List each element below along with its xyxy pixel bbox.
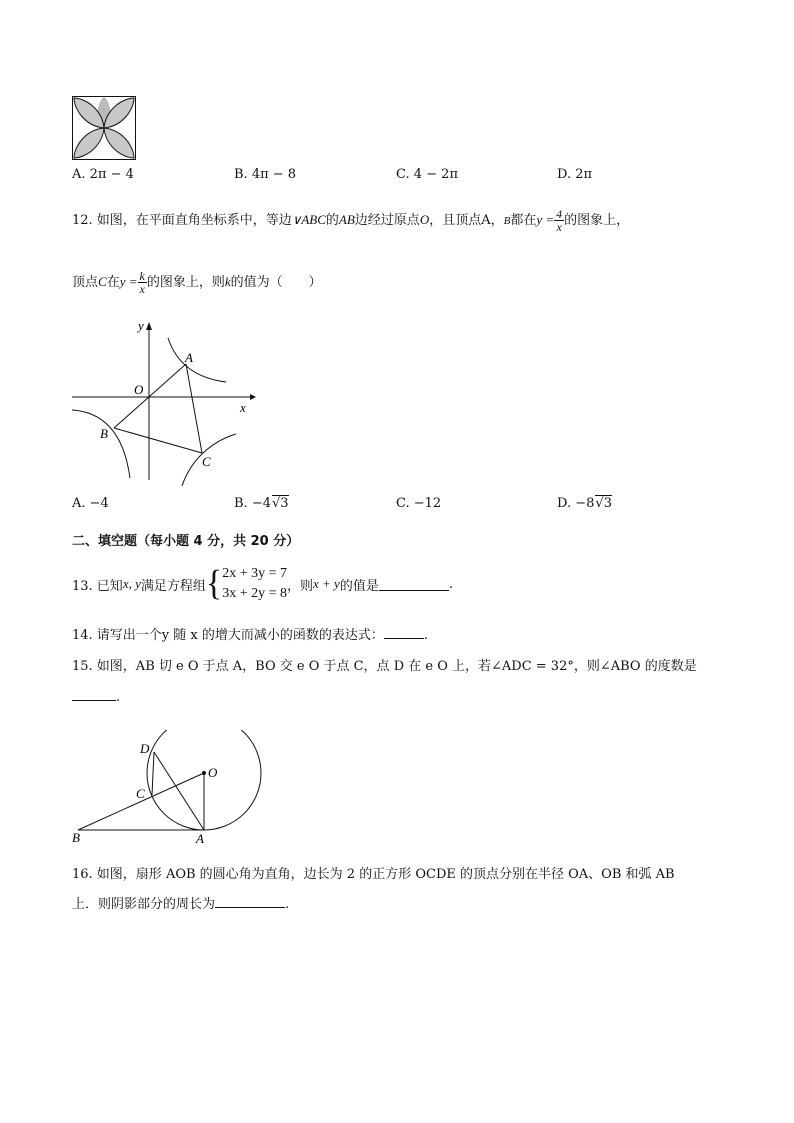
label-d: D [140, 741, 150, 756]
q12-fraction-4-over-x: $\frac{4}{x}$ [556, 207, 563, 234]
q16-line2: 上．则阴影部分的周长为 . [72, 897, 290, 912]
label-b: B [100, 426, 108, 441]
q13-answer-blank[interactable] [379, 578, 449, 591]
q13: 13. 已知 x, y 满足方程组 { 2x + 3y = 7 3x + 2y = 8 ，则 x + y 的值是 . [72, 564, 453, 603]
q11-option-a: A. 2π − 4 [72, 167, 134, 182]
q11-option-c: C. 4 − 2π [396, 167, 458, 182]
label-b: B [72, 830, 80, 845]
segment-bc [114, 428, 202, 453]
q12-coordinate-figure [68, 316, 258, 488]
q14: 14. 请写出一个y 随 x 的增大而减小的函数的表达式： . [72, 628, 429, 643]
label-c: C [202, 454, 211, 469]
q15-answer-blank[interactable] [72, 688, 116, 701]
q11-option-b: B. 4π − 8 [234, 167, 297, 182]
q16-answer-blank[interactable] [215, 895, 285, 908]
segment-ab [114, 364, 186, 428]
q12-option-c: C. −12 [396, 496, 442, 511]
label-o: O [208, 765, 218, 780]
system-brace: { [205, 564, 223, 603]
q12-option-a: A. −4 [72, 496, 109, 511]
q12-line2: 顶点C在y = $\frac{k}{x}$ 的图象上，则k的值为（ ） [72, 269, 322, 296]
label-o: O [134, 382, 144, 397]
segment-dc [152, 752, 154, 795]
label-y: y [138, 318, 144, 333]
q11-petal-figure [72, 96, 136, 160]
q12-fraction-k-over-x: $\frac{k}{x}$ [139, 269, 145, 296]
q16-line1: 16. 如图，扇形 AOB 的圆心角为直角，边长为 2 的正方形 OCDE 的顶点分别在半径 OA、OB 和弧 AB [72, 867, 675, 882]
q14-answer-blank[interactable] [384, 626, 424, 639]
label-a: A [185, 350, 193, 365]
segment-da [154, 752, 204, 830]
q12-option-b: B. −4√3 [234, 496, 289, 511]
q15-circle-figure [68, 730, 268, 846]
label-x: x [240, 400, 246, 415]
q11-option-d: D. 2π [557, 167, 593, 182]
q12-option-d: D. −8√3 [557, 496, 612, 511]
q15-line1: 15. 如图，AB 切 e O 于点 A，BO 交 e O 于点 C，点 D 在 e O 上，若∠ADC = 32°，则∠ABO 的度数是 [72, 659, 697, 674]
segment-ac [186, 364, 202, 453]
segment-bo [78, 773, 204, 830]
curve-4-over-x-q1 [168, 338, 226, 382]
q15-line2: . [72, 688, 120, 705]
equation-system: 2x + 3y = 7 3x + 2y = 8 [222, 566, 287, 601]
label-a: A [196, 831, 204, 846]
section-2-title: 二、填空题（每小题 4 分，共 20 分） [72, 534, 300, 549]
curve-4-over-x-q3 [72, 410, 130, 478]
q12-line1: 12. 如图，在平面直角坐标系中，等边∨ABC的AB边经过原点O，且顶点A，B都在y = $\frac{4}{x}$ 的图象上， [72, 207, 630, 234]
label-c: C [136, 786, 145, 801]
